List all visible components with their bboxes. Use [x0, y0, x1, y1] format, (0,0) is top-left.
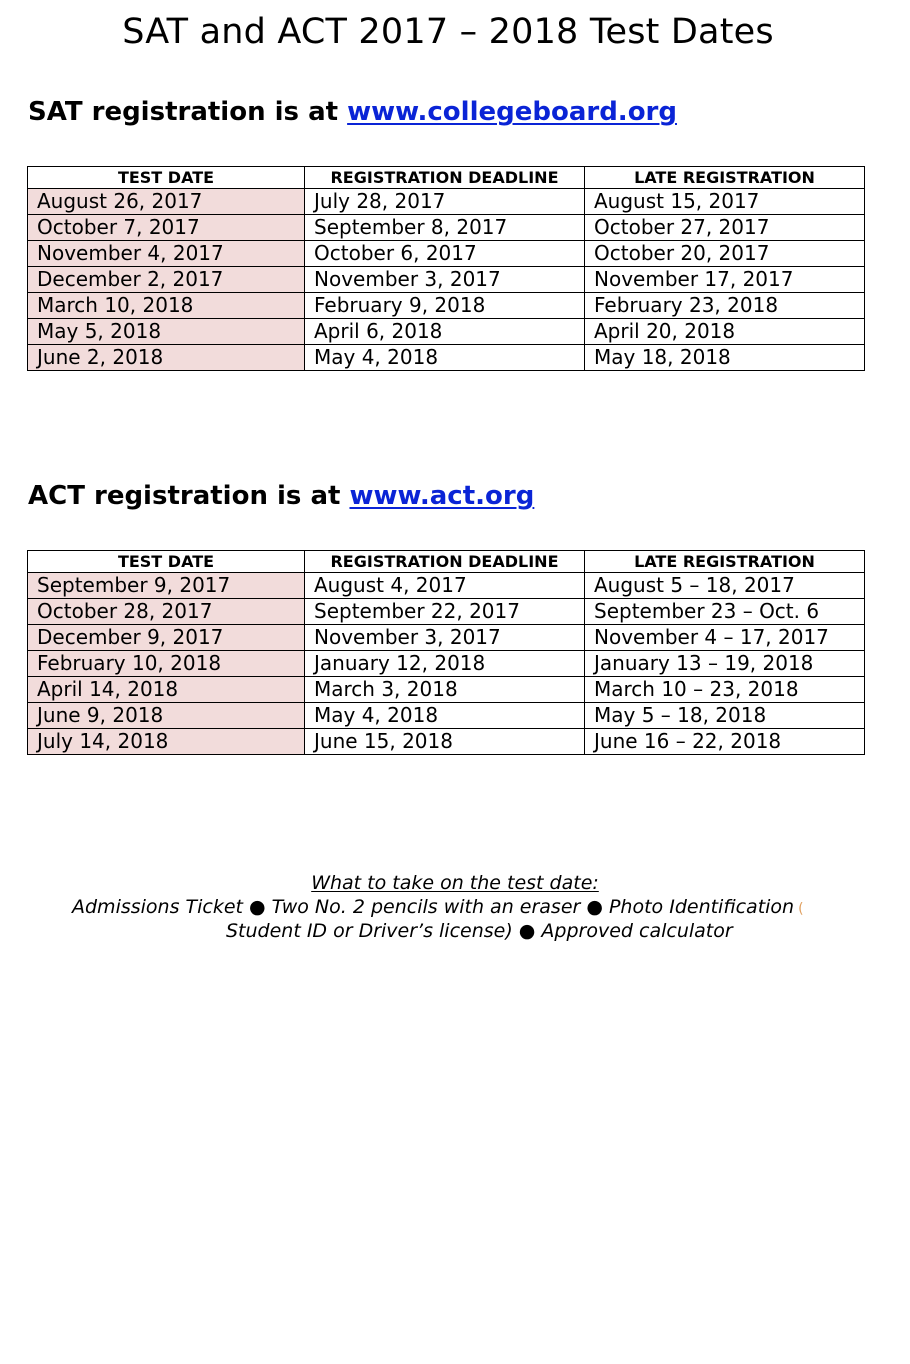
- column-header-test-date: TEST DATE: [28, 167, 305, 189]
- late-registration-cell: February 23, 2018: [585, 293, 865, 319]
- late-registration-cell: October 20, 2017: [585, 241, 865, 267]
- test-date-cell: June 2, 2018: [28, 345, 305, 371]
- test-date-cell: November 4, 2017: [28, 241, 305, 267]
- act-registration-heading: [28, 481, 534, 511]
- deadline-cell: January 12, 2018: [305, 651, 585, 677]
- table-row: [28, 293, 865, 319]
- test-date-cell: September 9, 2017: [28, 573, 305, 599]
- deadline-cell: October 6, 2017: [305, 241, 585, 267]
- late-registration-cell: January 13 – 19, 2018: [585, 651, 865, 677]
- late-registration-cell: November 4 – 17, 2017: [585, 625, 865, 651]
- test-date-cell: April 14, 2018: [28, 677, 305, 703]
- late-registration-cell: June 16 – 22, 2018: [585, 729, 865, 755]
- test-date-cell: March 10, 2018: [28, 293, 305, 319]
- table-row: [28, 319, 865, 345]
- test-date-cell: October 7, 2017: [28, 215, 305, 241]
- deadline-cell: April 6, 2018: [305, 319, 585, 345]
- deadline-cell: February 9, 2018: [305, 293, 585, 319]
- act-org-link[interactable]: www.act.org: [349, 481, 535, 511]
- test-date-cell: December 2, 2017: [28, 267, 305, 293]
- table-row: [28, 651, 865, 677]
- what-to-take-heading: What to take on the test date:: [311, 872, 599, 894]
- late-registration-cell: November 17, 2017: [585, 267, 865, 293]
- deadline-cell: November 3, 2017: [305, 625, 585, 651]
- column-header-test-date: TEST DATE: [28, 551, 305, 573]
- sat-dates-table: [27, 166, 865, 371]
- orange-paren-mark: (: [798, 901, 804, 917]
- table-row: [28, 241, 865, 267]
- deadline-cell: August 4, 2017: [305, 573, 585, 599]
- table-row: [28, 729, 865, 755]
- act-heading-text: ACT registration is at: [28, 481, 350, 511]
- test-date-cell: December 9, 2017: [28, 625, 305, 651]
- deadline-cell: November 3, 2017: [305, 267, 585, 293]
- table-row: [28, 703, 865, 729]
- deadline-cell: July 28, 2017: [305, 189, 585, 215]
- table-row: [28, 345, 865, 371]
- what-to-take-line-2: Student ID or Driver’s license) ● Approved calculator: [226, 920, 733, 942]
- sat-registration-heading: [28, 97, 677, 127]
- test-date-cell: July 14, 2018: [28, 729, 305, 755]
- deadline-cell: June 15, 2018: [305, 729, 585, 755]
- what-to-take-line-1: [72, 896, 804, 918]
- late-registration-cell: October 27, 2017: [585, 215, 865, 241]
- column-header-registration-deadline: REGISTRATION DEADLINE: [305, 551, 585, 573]
- late-registration-cell: March 10 – 23, 2018: [585, 677, 865, 703]
- deadline-cell: September 22, 2017: [305, 599, 585, 625]
- page-title: SAT and ACT 2017 – 2018 Test Dates: [122, 12, 774, 52]
- table-row: [28, 625, 865, 651]
- table-header-row: [28, 167, 865, 189]
- sat-heading-text: SAT registration is at: [28, 97, 348, 127]
- late-registration-cell: August 15, 2017: [585, 189, 865, 215]
- late-registration-cell: May 5 – 18, 2018: [585, 703, 865, 729]
- table-row: [28, 573, 865, 599]
- test-date-cell: August 26, 2017: [28, 189, 305, 215]
- column-header-late-registration: LATE REGISTRATION: [585, 167, 865, 189]
- table-row: [28, 189, 865, 215]
- deadline-cell: September 8, 2017: [305, 215, 585, 241]
- test-date-cell: May 5, 2018: [28, 319, 305, 345]
- late-registration-cell: August 5 – 18, 2017: [585, 573, 865, 599]
- deadline-cell: March 3, 2018: [305, 677, 585, 703]
- act-dates-table: [27, 550, 865, 755]
- deadline-cell: May 4, 2018: [305, 345, 585, 371]
- late-registration-cell: April 20, 2018: [585, 319, 865, 345]
- table-row: [28, 215, 865, 241]
- table-header-row: [28, 551, 865, 573]
- late-registration-cell: May 18, 2018: [585, 345, 865, 371]
- test-date-cell: June 9, 2018: [28, 703, 305, 729]
- table-row: [28, 599, 865, 625]
- deadline-cell: May 4, 2018: [305, 703, 585, 729]
- test-date-cell: October 28, 2017: [28, 599, 305, 625]
- what-to-take-line-1-text: Admissions Ticket ● Two No. 2 pencils with an eraser ● Photo Identification: [72, 896, 795, 918]
- table-row: [28, 677, 865, 703]
- table-row: [28, 267, 865, 293]
- collegeboard-link[interactable]: www.collegeboard.org: [347, 97, 677, 127]
- late-registration-cell: September 23 – Oct. 6: [585, 599, 865, 625]
- column-header-late-registration: LATE REGISTRATION: [585, 551, 865, 573]
- column-header-registration-deadline: REGISTRATION DEADLINE: [305, 167, 585, 189]
- test-date-cell: February 10, 2018: [28, 651, 305, 677]
